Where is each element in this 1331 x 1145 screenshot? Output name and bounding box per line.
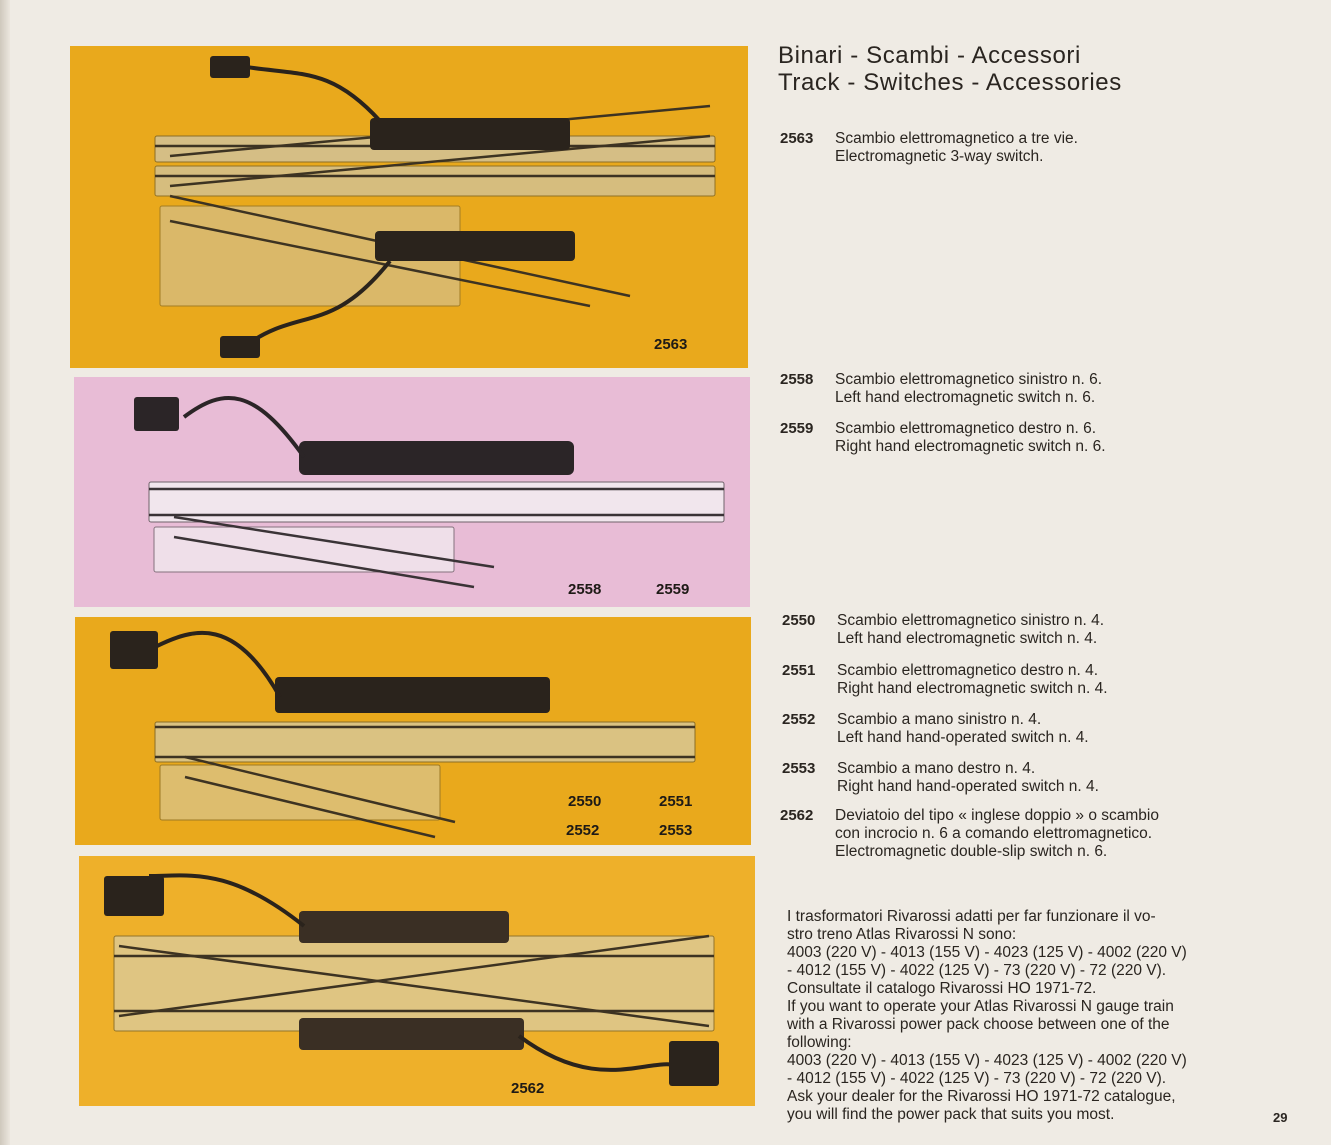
item-code: 2559 (780, 420, 814, 437)
panel-label-2551: 2551 (659, 793, 693, 810)
item-desc-en: Electromagnetic double-slip switch n. 6. (835, 843, 1108, 860)
note-line: Ask your dealer for the Rivarossi HO 1971-72 catalogue, (787, 1088, 1176, 1105)
note-line: with a Rivarossi power pack choose between one of the (787, 1016, 1170, 1033)
track-double-slip-photo (79, 856, 755, 1106)
panel-label-2552: 2552 (566, 822, 600, 839)
note-line: 4003 (220 V) - 4013 (155 V) - 4023 (125 V) - 4002 (220 V) (787, 1052, 1187, 1069)
panel-2550-2553 (75, 617, 751, 845)
item-code: 2558 (780, 371, 814, 388)
panel-label-2563: 2563 (654, 336, 688, 353)
heading-english: Track - Switches - Accessories (778, 69, 1122, 96)
page-binding (0, 0, 10, 1145)
item-desc-it: Deviatoio del tipo « inglese doppio » o scambio (835, 807, 1159, 824)
track-3way-switch-photo (70, 46, 748, 368)
item-desc-it: Scambio elettromagnetico sinistro n. 6. (835, 371, 1103, 388)
panel-label-2559: 2559 (656, 581, 690, 598)
panel-label-2558: 2558 (568, 581, 602, 598)
item-desc-en: Electromagnetic 3-way switch. (835, 148, 1044, 165)
note-line: you will find the power pack that suits you most. (787, 1106, 1115, 1123)
note-line: 4003 (220 V) - 4013 (155 V) - 4023 (125 V) - 4002 (220 V) (787, 944, 1187, 961)
item-code: 2563 (780, 130, 814, 147)
panel-2563 (70, 46, 748, 368)
item-desc-it: Scambio elettromagnetico a tre vie. (835, 130, 1078, 147)
item-desc-en: Left hand electromagnetic switch n. 6. (835, 389, 1096, 406)
note-line: - 4012 (155 V) - 4022 (125 V) - 73 (220 V) - 72 (220 V). (787, 962, 1167, 979)
note-line: If you want to operate your Atlas Rivarossi N gauge train (787, 998, 1174, 1015)
item-desc-en: Left hand hand-operated switch n. 4. (837, 729, 1089, 746)
item-desc-it: Scambio elettromagnetico sinistro n. 4. (837, 612, 1105, 629)
panel-2562 (79, 856, 755, 1106)
item-desc-en: Right hand hand-operated switch n. 4. (837, 778, 1099, 795)
note-line: I trasformatori Rivarossi adatti per far funzionare il vo- (787, 908, 1156, 925)
item-code: 2551 (782, 662, 816, 679)
heading-italian: Binari - Scambi - Accessori (778, 42, 1081, 69)
item-desc-it: Scambio a mano sinistro n. 4. (837, 711, 1042, 728)
track-switch-n6-photo (74, 377, 750, 607)
panel-label-2553: 2553 (659, 822, 693, 839)
page-number: 29 (1273, 1110, 1288, 1125)
panel-label-2562: 2562 (511, 1080, 545, 1097)
item-code: 2550 (782, 612, 816, 629)
note-line: - 4012 (155 V) - 4022 (125 V) - 73 (220 V) - 72 (220 V). (787, 1070, 1167, 1087)
track-switch-n4-photo (75, 617, 751, 845)
note-line: Consultate il catalogo Rivarossi HO 1971-72. (787, 980, 1097, 997)
item-desc-en: Left hand electromagnetic switch n. 4. (837, 630, 1098, 647)
panel-label-2550: 2550 (568, 793, 602, 810)
note-line: following: (787, 1034, 852, 1051)
item-code: 2552 (782, 711, 816, 728)
item-desc-it: Scambio elettromagnetico destro n. 6. (835, 420, 1097, 437)
item-desc-it: Scambio a mano destro n. 4. (837, 760, 1036, 777)
power-pack-note (787, 908, 1265, 1124)
item-desc-en: Right hand electromagnetic switch n. 6. (835, 438, 1106, 455)
note-line: stro treno Atlas Rivarossi N sono: (787, 926, 1017, 943)
item-desc-it: Scambio elettromagnetico destro n. 4. (837, 662, 1099, 679)
panel-2558-2559 (74, 377, 750, 607)
item-desc-it-2: con incrocio n. 6 a comando elettromagnetico. (835, 825, 1153, 842)
page-heading (778, 42, 1122, 96)
item-desc-en: Right hand electromagnetic switch n. 4. (837, 680, 1108, 697)
item-code: 2562 (780, 807, 814, 824)
item-code: 2553 (782, 760, 816, 777)
